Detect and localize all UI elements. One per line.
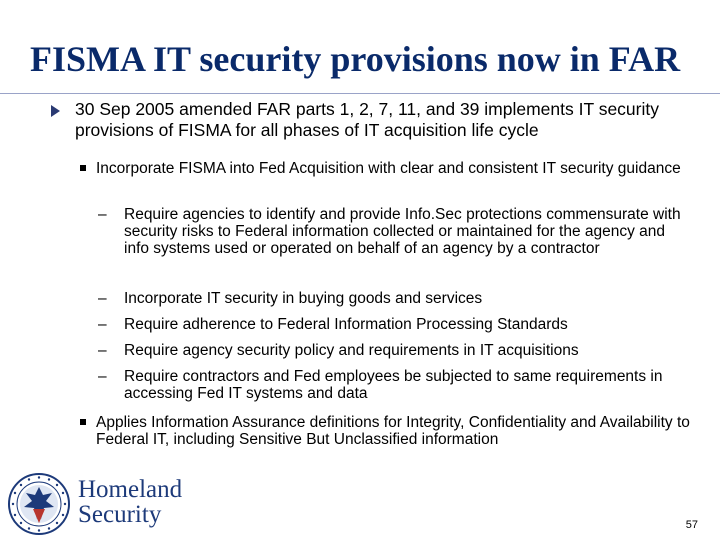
title-divider bbox=[0, 93, 720, 94]
homeland-security-logo bbox=[78, 477, 182, 527]
main-bullet-text: 30 Sep 2005 amended FAR parts 1, 2, 7, 11, and 39 implements IT security provisions of FISMA for all phases of IT acquisition life cycle bbox=[75, 99, 659, 140]
page-number: 57 bbox=[685, 519, 698, 531]
sub-sub-bullet-text: Require agencies to identify and provide Info.Sec protections commensurate with security risks to Federal information collected or maintained for the agency and info systems used or operated on behalf of an agency by a contractor bbox=[124, 206, 681, 257]
sub-sub-bullet-text: Require contractors and Fed employees be subjected to same requirements in accessing Fed IT systems and data bbox=[124, 368, 663, 402]
sub-bullet-text: Applies Information Assurance definitions for Integrity, Confidentiality and Availability to Federal IT, including Sensitive But Unclassified information bbox=[96, 414, 690, 448]
square-bullet-icon bbox=[80, 419, 86, 425]
logo-word-security: Security bbox=[78, 501, 162, 528]
sub-bullet-text: Incorporate FISMA into Fed Acquisition with clear and consistent IT security guidance bbox=[96, 160, 681, 177]
dash-bullet-icon: – bbox=[98, 368, 107, 385]
dhs-seal-icon bbox=[8, 473, 70, 535]
sub-sub-bullet-text: Incorporate IT security in buying goods and services bbox=[124, 290, 483, 307]
arrow-bullet-icon bbox=[51, 105, 60, 117]
slide-title: FISMA IT security provisions now in FAR bbox=[30, 39, 681, 79]
logo-word-homeland: Homeland bbox=[78, 476, 183, 503]
dash-bullet-icon: – bbox=[98, 290, 107, 307]
dash-bullet-icon: – bbox=[98, 206, 107, 223]
sub-sub-bullet-text: Require adherence to Federal Information Processing Standards bbox=[124, 316, 568, 333]
square-bullet-icon bbox=[80, 165, 86, 171]
dash-bullet-icon: – bbox=[98, 342, 107, 359]
sub-sub-bullet-text: Require agency security policy and requirements in IT acquisitions bbox=[124, 342, 579, 359]
dash-bullet-icon: – bbox=[98, 316, 107, 333]
